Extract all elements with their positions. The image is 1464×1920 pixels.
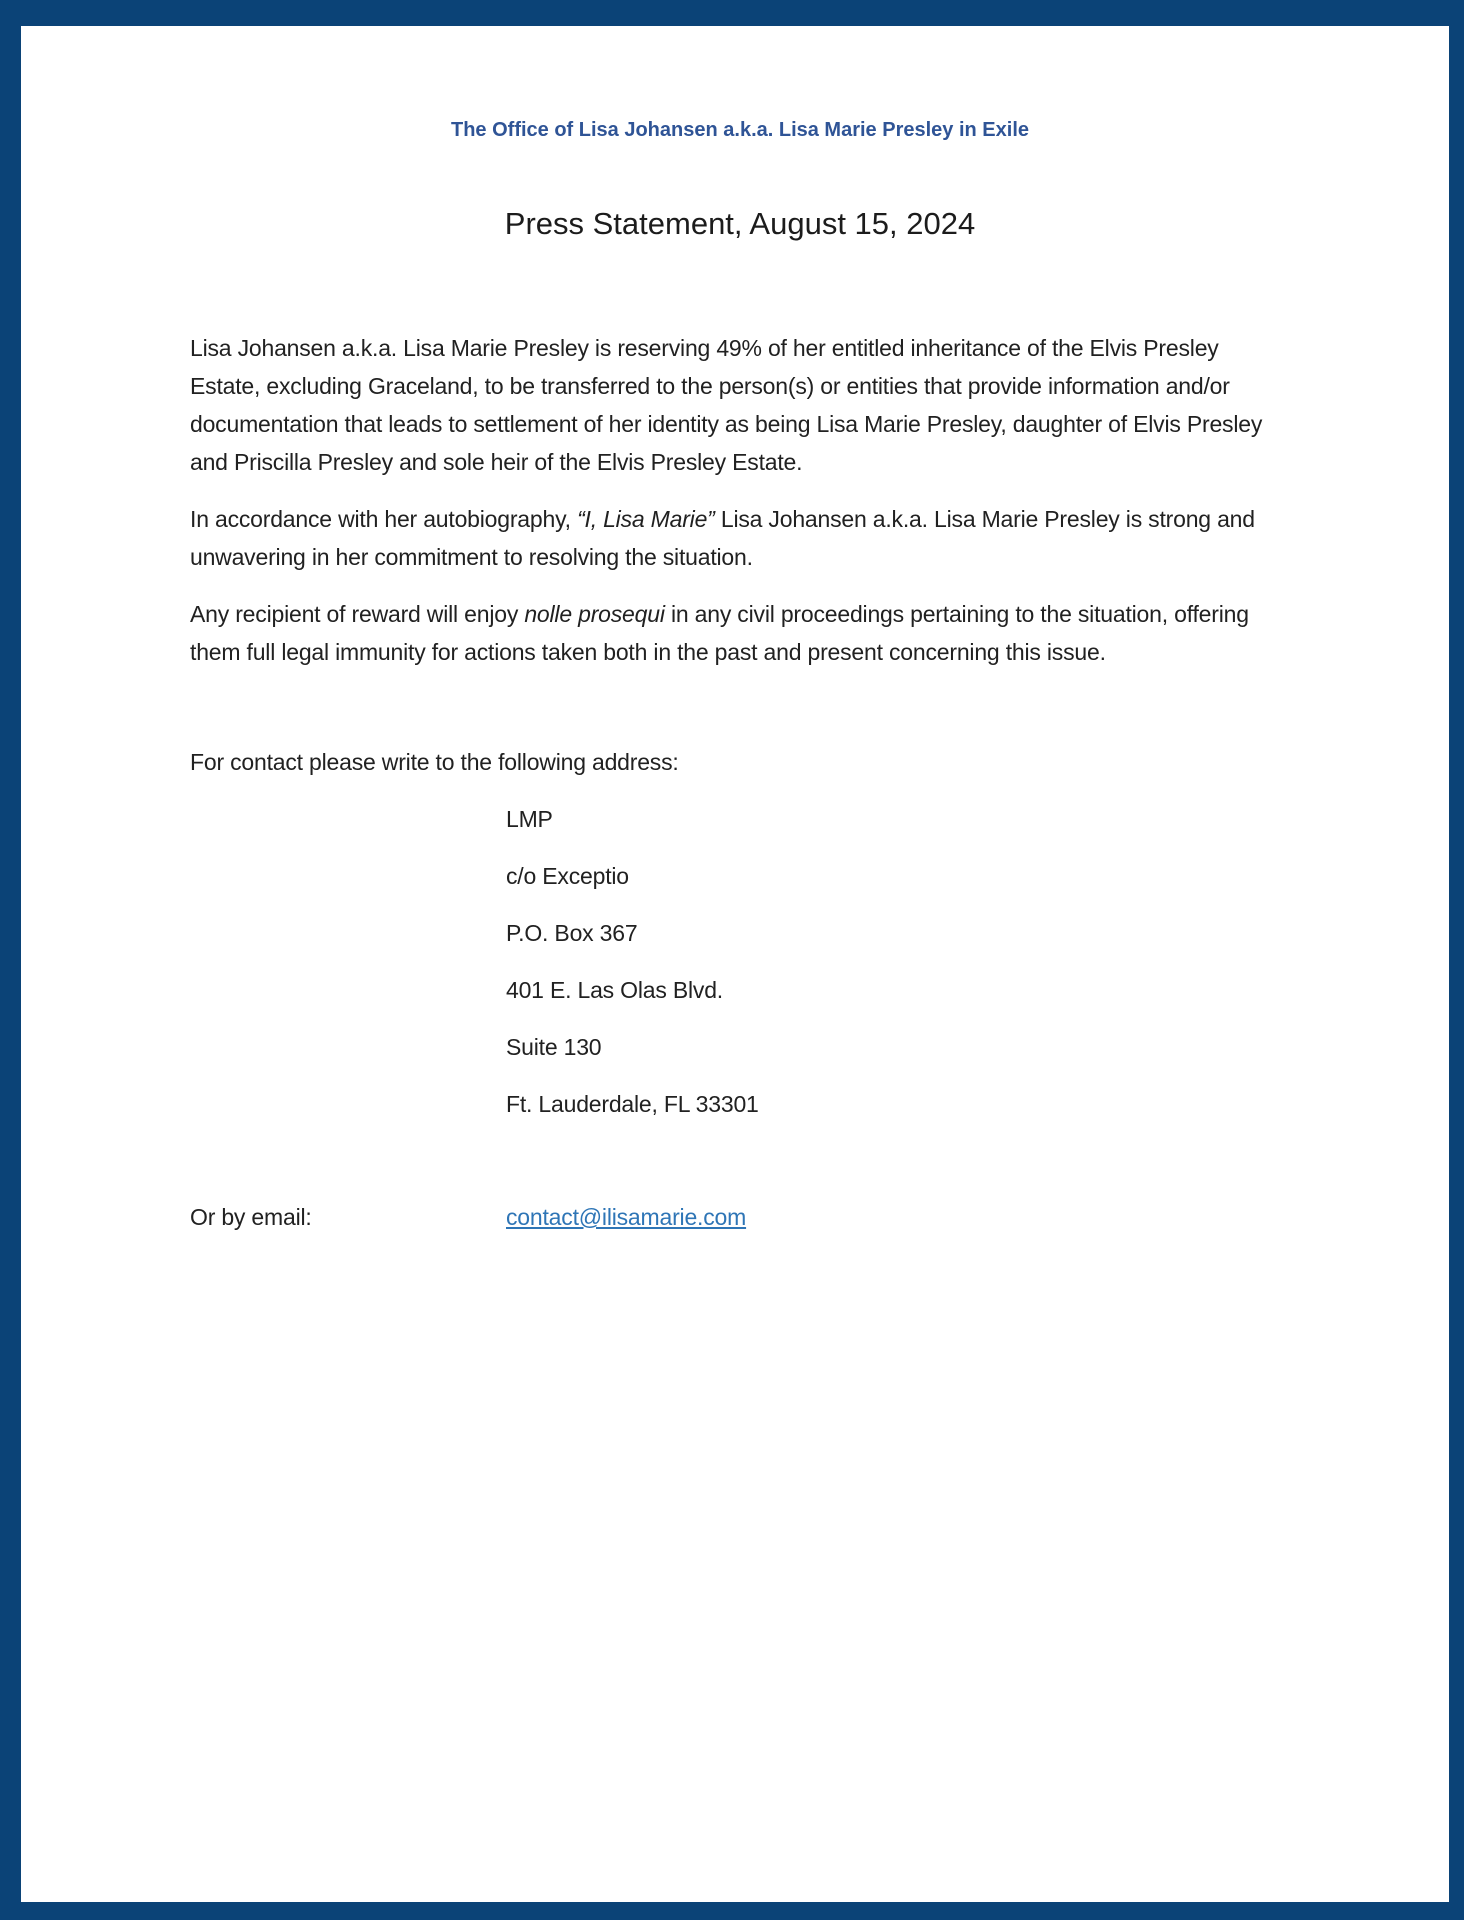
press-statement-title: Press Statement, August 15, 2024 — [504, 206, 976, 241]
paragraph-inheritance: Lisa Johansen a.k.a. Lisa Marie Presley is reserving 49% of her entitled inheritance of the Elvis Presley Estate, excluding Graceland, to be transferred to the person(s) or entities that provide information and/or documentation that leads to settlement of her identity as being Lisa Marie Presley, daughter of Elvis Presley and Priscilla Presley and sole heir of the Elvis Presley Estate. — [190, 335, 1263, 475]
latin-term-italic: nolle prosequi — [524, 601, 665, 627]
address-line-po-box: P.O. Box 367 — [506, 920, 638, 946]
email-link[interactable]: contact@ilisamarie.com — [506, 1204, 747, 1230]
address-line-suite: Suite 130 — [506, 1034, 602, 1060]
paragraph-autobiography-post: Lisa Johansen a.k.a. Lisa Marie Presley is strong and unwavering in her commitment to resolving the situation. — [190, 506, 1255, 570]
book-title-italic: “I, Lisa Marie” — [577, 506, 715, 532]
email-label: Or by email: — [190, 1204, 312, 1230]
address-line-care-of: c/o Exceptio — [506, 863, 629, 889]
address-line-recipient: LMP — [506, 806, 553, 832]
paragraph-immunity-post: in any civil proceedings pertaining to the situation, offering them full legal immunity for actions taken both in the past and present concerning this issue. — [190, 601, 1249, 665]
document-content — [21, 26, 1290, 1236]
address-line-street: 401 E. Las Olas Blvd. — [506, 977, 723, 1003]
paragraph-immunity-pre: Any recipient of reward will enjoy — [190, 601, 525, 627]
paragraph-autobiography — [190, 500, 1290, 576]
paragraph-immunity — [190, 595, 1290, 671]
contact-intro: For contact please write to the following address: — [190, 749, 679, 775]
office-header-line: The Office of Lisa Johansen a.k.a. Lisa Marie Presley in Exile — [450, 119, 1029, 141]
paragraph-autobiography-pre: In accordance with her autobiography, — [190, 506, 578, 532]
email-row — [190, 1198, 1290, 1236]
address-line-city-state-zip: Ft. Lauderdale, FL 33301 — [506, 1091, 759, 1117]
address-block — [190, 800, 1290, 1123]
